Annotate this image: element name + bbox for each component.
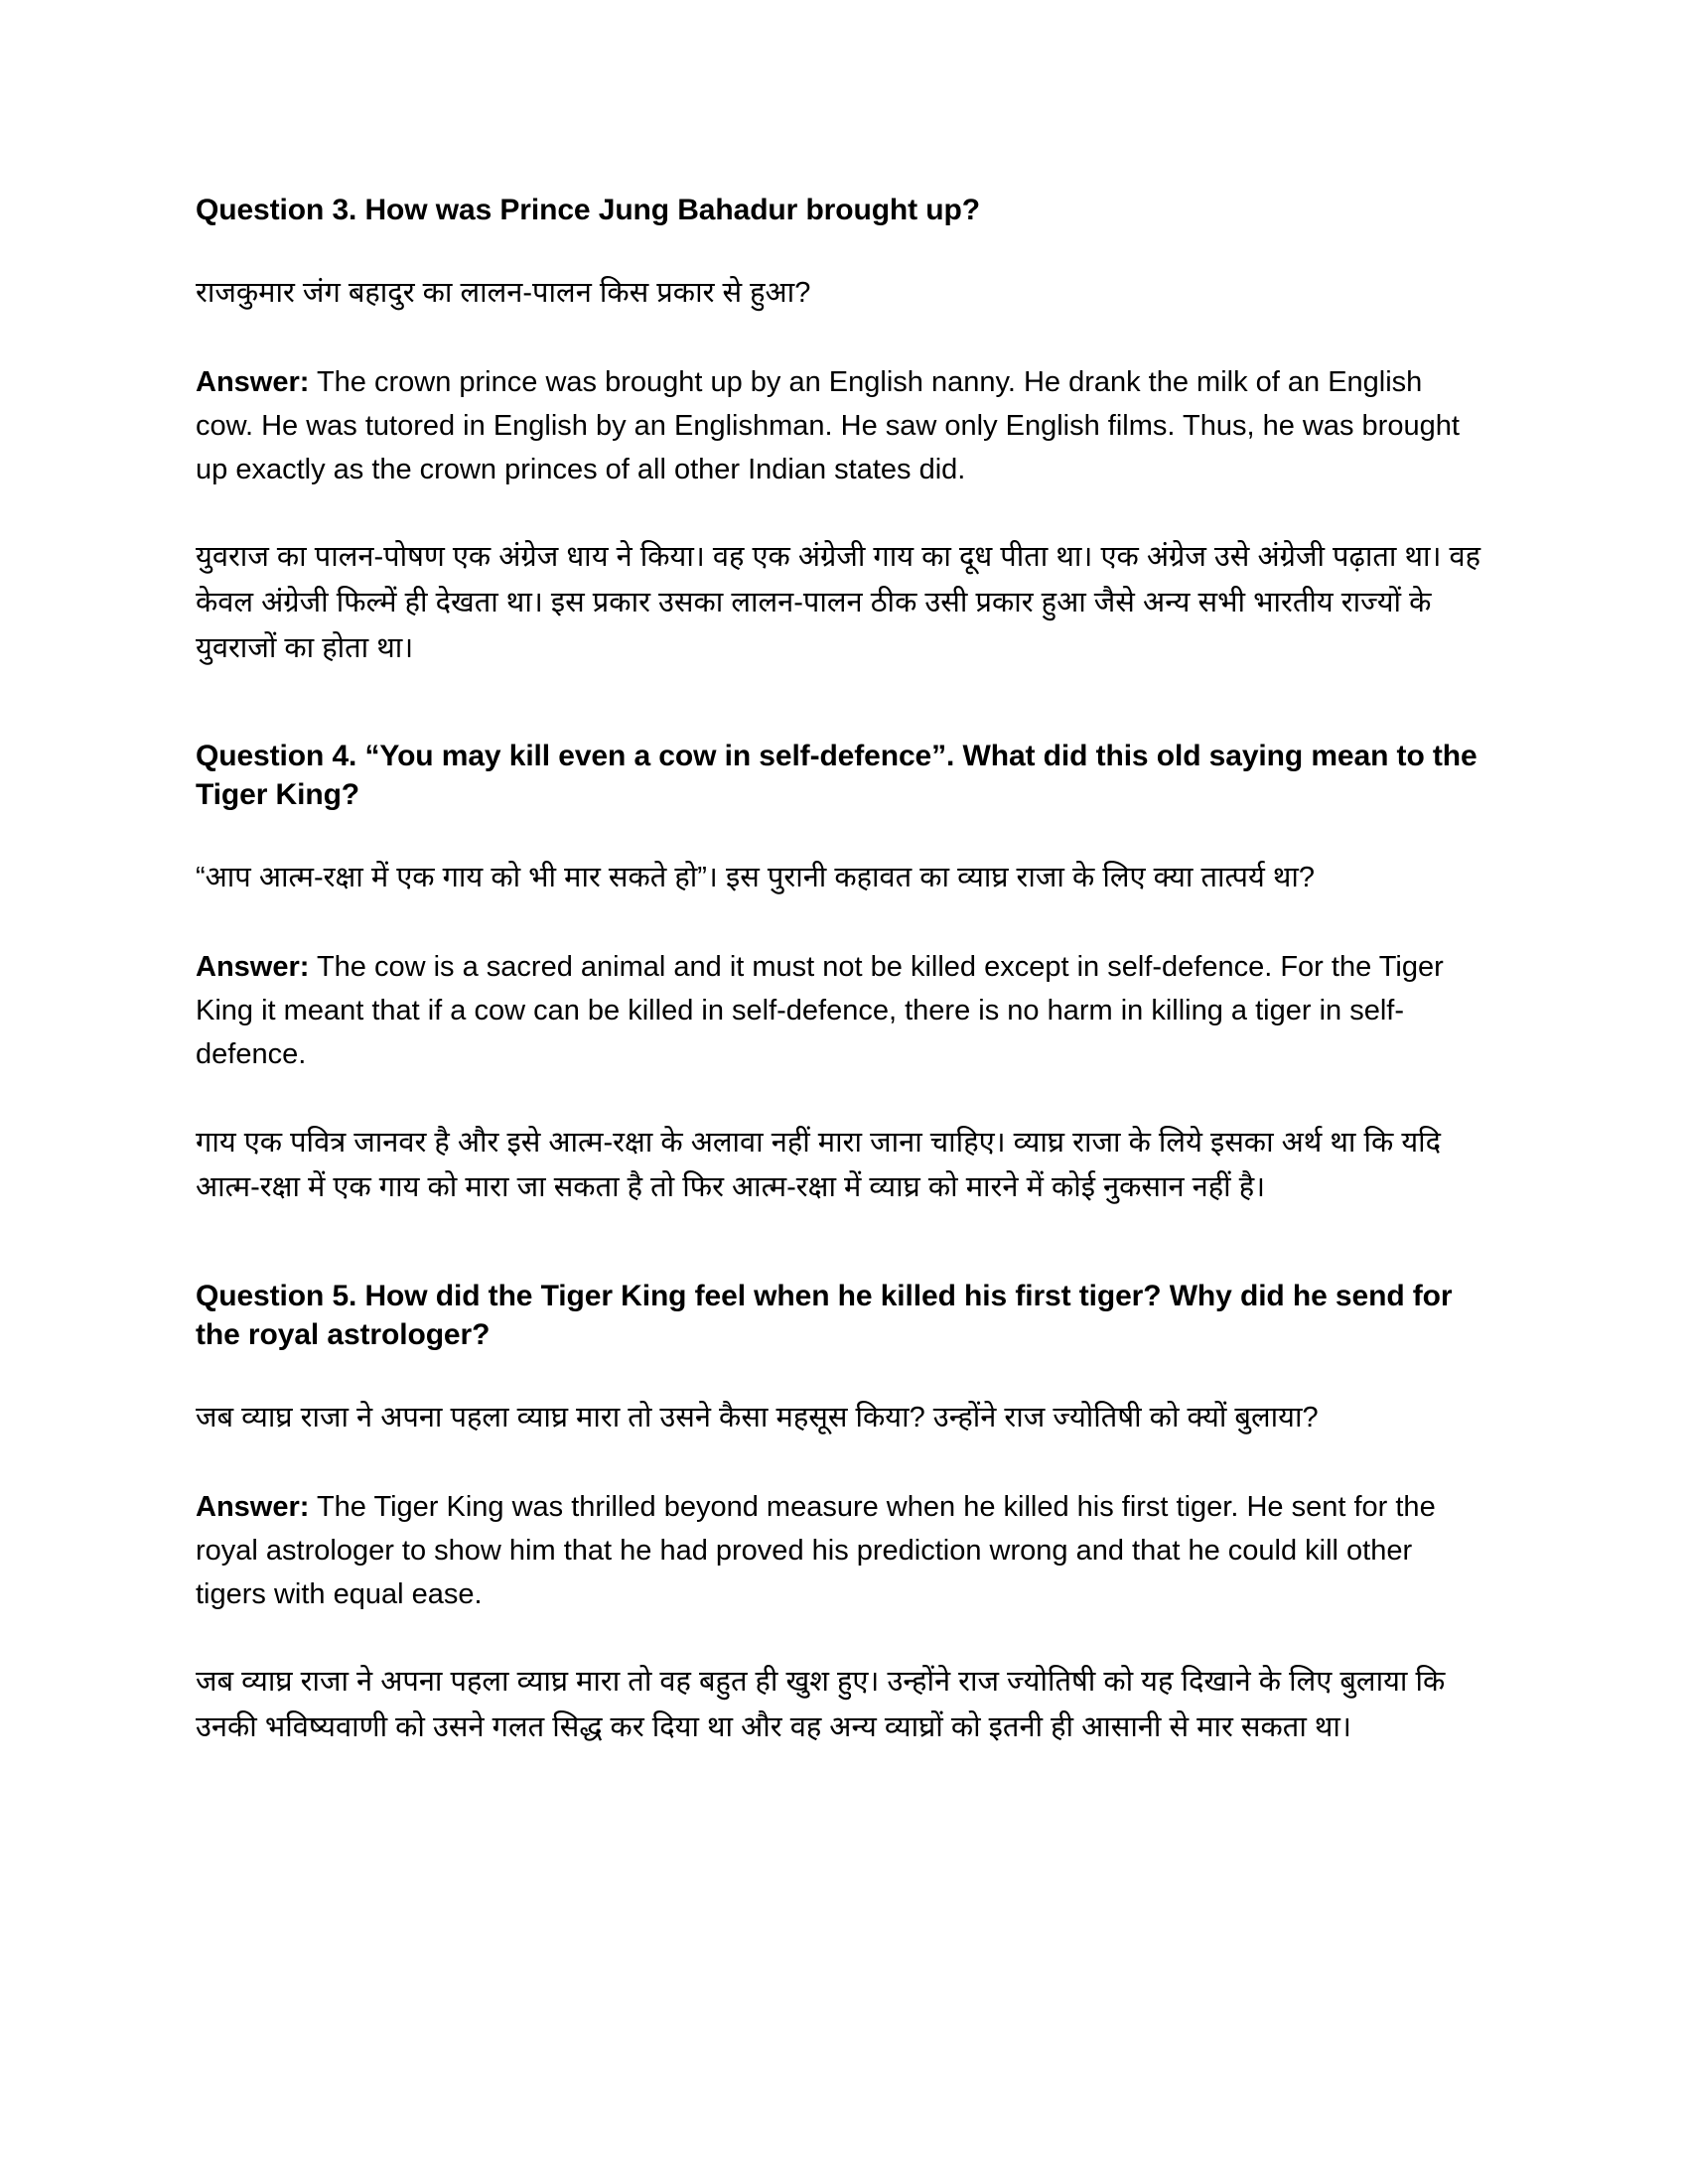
answer-paragraph-3 [196,360,1484,491]
question-heading-4: Question 4. “You may kill even a cow in self-defence”. What did this old saying mean to the Tiger King? [196,740,1477,812]
answer-text-5: The Tiger King was thrilled beyond measure when he killed his first tiger. He sent for the royal astrologer to show him that he had proved his prediction wrong and that he could kill other tigers with equal ease. [196,1490,1436,1611]
answer-text-3: The crown prince was brought up by an English nanny. He drank the milk of an English cow. He was tutored in English by an Englishman. He saw only English films. Thus, he was brought up exactly as the crown princes of all other Indian states did. [196,365,1460,485]
answer-hindi-3: युवराज का पालन-पोषण एक अंग्रेज धाय ने किया। वह एक अंग्रेजी गाय का दूध पीता था। एक अंग्रेज उसे अंग्रेजी पढ़ाता था। वह केवल अंग्रेजी फिल्में ही देखता था। इस प्रकार उसका लालन-पालन ठीक उसी प्रकार हुआ जैसे अन्य सभी भारतीय राज्यों के युवराजों का होता था। [196,541,1481,664]
answer-paragraph-5 [196,1485,1484,1616]
question-block-4 [196,737,1484,1211]
block-spacer [196,691,1484,737]
block-spacer [196,1231,1484,1277]
answer-label-5: Answer: [196,1490,310,1523]
question-block-3 [196,191,1484,671]
question-heading-3: Question 3. How was Prince Jung Bahadur brought up? [196,194,980,226]
question-heading-5: Question 5. How did the Tiger King feel when he killed his first tiger? Why did he send for the royal astrologer? [196,1280,1453,1352]
answer-hindi-4: गाय एक पवित्र जानवर है और इसे आत्म-रक्षा के अलावा नहीं मारा जाना चाहिए। व्याघ्र राजा के लिये इसका अर्थ था कि यदि आत्म-रक्षा में एक गाय को मारा जा सकता है तो फिर आत्म-रक्षा में व्याघ्र को मारने में कोई नुकसान नहीं है। [196,1126,1442,1204]
answer-label-4: Answer: [196,951,310,984]
question-hindi-4: “आप आत्म-रक्षा में एक गाय को भी मार सकते हो”। इस पुरानी कहावत का व्याघ्र राजा के लिए क्या तात्पर्य था? [196,862,1316,894]
question-hindi-5: जब व्याघ्र राजा ने अपना पहला व्याघ्र मारा तो उसने कैसा महसूस किया? उन्होंने राज ज्योतिषी को क्यों बुलाया? [196,1402,1319,1434]
question-hindi-3: राजकुमार जंग बहादुर का लालन-पालन किस प्रकार से हुआ? [196,277,811,309]
answer-label-3: Answer: [196,365,310,398]
answer-hindi-5: जब व्याघ्र राजा ने अपना पहला व्याघ्र मारा तो वह बहुत ही खुश हुए। उन्होंने राज ज्योतिषी को यह दिखाने के लिए बुलाया कि उनकी भविष्यवाणी को उसने गलत सिद्ध कर दिया था और वह अन्य व्याघ्रों को इतनी ही आसानी से मार सकता था। [196,1666,1446,1744]
answer-paragraph-4 [196,945,1484,1076]
answer-text-4: The cow is a sacred animal and it must not be killed except in self-defence. For the Tiger King it meant that if a cow can be killed in self-defence, there is no harm in killing a tiger in self-defence. [196,951,1444,1071]
question-block-5 [196,1277,1484,1751]
document-content [196,191,1484,1751]
